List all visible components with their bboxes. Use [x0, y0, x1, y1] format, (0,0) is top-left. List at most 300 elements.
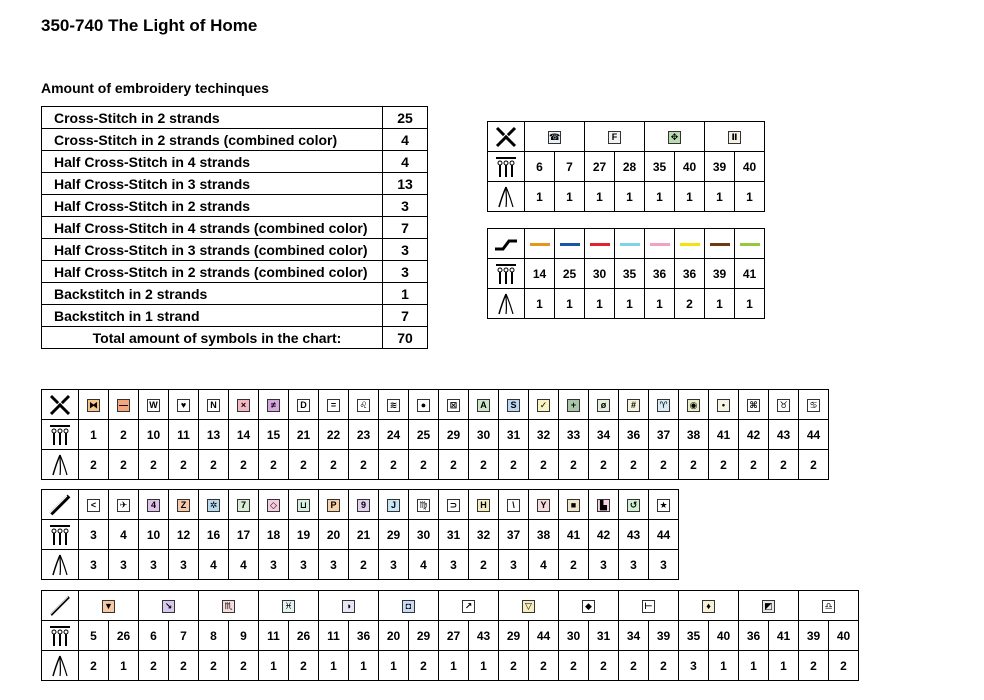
thread-number: 34 — [589, 420, 619, 450]
strand-count: 1 — [349, 651, 379, 681]
technique-count: 1 — [383, 283, 428, 305]
thread-number: 30 — [409, 520, 439, 550]
strand-count: 1 — [439, 651, 469, 681]
strand-count: 2 — [139, 450, 169, 480]
backstitch-color-cell — [525, 229, 555, 259]
thread-number: 1 — [79, 420, 109, 450]
strand-count: 1 — [705, 182, 735, 212]
technique-row — [42, 129, 428, 151]
thread-number: 11 — [169, 420, 199, 450]
strand-count: 1 — [555, 289, 585, 319]
symbol-cell — [379, 490, 409, 520]
threads-row — [42, 621, 859, 651]
thread-number: 18 — [259, 520, 289, 550]
strand-count: 4 — [529, 550, 559, 580]
thread-number: 39 — [799, 621, 829, 651]
stitch-symbol: Z — [177, 499, 190, 512]
technique-row — [42, 107, 428, 129]
stitch-symbol: # — [627, 399, 640, 412]
symbol-cell — [169, 490, 199, 520]
thread-number: 35 — [679, 621, 709, 651]
thread-number: 4 — [109, 520, 139, 550]
backstitch-color-swatch — [530, 243, 550, 246]
thread-number: 43 — [769, 420, 799, 450]
strand-count: 2 — [619, 450, 649, 480]
strand-count: 1 — [769, 651, 799, 681]
techniques-table — [41, 106, 428, 349]
thread-number: 16 — [199, 520, 229, 550]
technique-row — [42, 261, 428, 283]
thread-number: 37 — [649, 420, 679, 450]
thread-number: 21 — [289, 420, 319, 450]
strand-count: 3 — [109, 550, 139, 580]
thread-number: 44 — [529, 621, 559, 651]
total-row — [42, 327, 428, 349]
strand-count: 3 — [649, 550, 679, 580]
thread-number: 32 — [529, 420, 559, 450]
strand-count: 2 — [559, 550, 589, 580]
technique-label: Cross-Stitch in 2 strands (combined color) — [42, 129, 383, 151]
strand-count: 2 — [469, 550, 499, 580]
symbol-row — [42, 591, 859, 621]
strand-count: 1 — [615, 289, 645, 319]
stitch-symbol: ● — [417, 399, 430, 412]
symbol-cell — [319, 490, 349, 520]
thread-number: 27 — [585, 152, 615, 182]
thread-number: 36 — [739, 621, 769, 651]
symbol-cell — [379, 390, 409, 420]
thread-number: 37 — [499, 520, 529, 550]
symbol-cell — [79, 490, 109, 520]
thread-number: 28 — [615, 152, 645, 182]
symbol-cell — [109, 490, 139, 520]
thread-number: 29 — [439, 420, 469, 450]
strand-count: 2 — [499, 450, 529, 480]
thread-number: 40 — [735, 152, 765, 182]
symbol-cell — [229, 390, 259, 420]
stitch-symbol: — — [119, 399, 128, 410]
stitch-symbol: ✈ — [117, 499, 130, 512]
thread-number: 7 — [555, 152, 585, 182]
symbol-cell — [139, 591, 199, 621]
symbol-cell — [499, 490, 529, 520]
stitch-symbol: ø — [597, 399, 610, 412]
symbol-cell — [259, 390, 289, 420]
stitch-symbol: ≠ — [267, 399, 280, 412]
strand-count: 2 — [79, 450, 109, 480]
strand-count: 2 — [499, 651, 529, 681]
backstitch-color-cell — [555, 229, 585, 259]
strand-count: 2 — [289, 450, 319, 480]
backstitch-color-cell — [705, 229, 735, 259]
symbol-cell — [109, 390, 139, 420]
strand-count: 2 — [349, 450, 379, 480]
strand-count: 2 — [675, 289, 705, 319]
strand-count: 2 — [199, 651, 229, 681]
technique-count: 3 — [383, 195, 428, 217]
technique-label: Half Cross-Stitch in 4 strands (combined color) — [42, 217, 383, 239]
thread-number: 41 — [769, 621, 799, 651]
backstitch-color-swatch — [740, 243, 760, 246]
strand-count: 3 — [589, 550, 619, 580]
strand-count: 1 — [585, 182, 615, 212]
thread-number: 36 — [675, 259, 705, 289]
technique-count: 7 — [383, 305, 428, 327]
thread-number: 42 — [589, 520, 619, 550]
thread-number: 36 — [645, 259, 675, 289]
stitch-symbol: ◩ — [762, 600, 775, 613]
stitch-symbol: • — [717, 399, 730, 412]
half-cross-stitch-icon — [42, 490, 79, 520]
symbol-cell — [439, 490, 469, 520]
needle-icon — [488, 289, 525, 319]
thread-number: 14 — [525, 259, 555, 289]
backstitch-color-cell — [615, 229, 645, 259]
thread-number: 44 — [799, 420, 829, 450]
symbol-cell — [799, 390, 829, 420]
thread-number: 2 — [109, 420, 139, 450]
technique-count: 25 — [383, 107, 428, 129]
symbol-cell — [139, 390, 169, 420]
symbol-cell — [409, 490, 439, 520]
technique-row — [42, 283, 428, 305]
stitch-symbol: J — [387, 499, 400, 512]
thread-number: 26 — [109, 621, 139, 651]
technique-row — [42, 217, 428, 239]
backstitch-color-cell — [585, 229, 615, 259]
technique-row — [42, 195, 428, 217]
thread-number: 30 — [559, 621, 589, 651]
strand-count: 1 — [645, 182, 675, 212]
symbol-cell — [619, 490, 649, 520]
thread-number: 38 — [679, 420, 709, 450]
strand-count: 2 — [139, 651, 169, 681]
thread-number: 30 — [469, 420, 499, 450]
symbol-cell — [289, 490, 319, 520]
backstitch-color-swatch — [620, 243, 640, 246]
symbol-cell — [259, 490, 289, 520]
backstitch-color-swatch — [650, 243, 670, 246]
strand-count: 3 — [169, 550, 199, 580]
technique-label: Half Cross-Stitch in 3 strands (combined color) — [42, 239, 383, 261]
stitch-symbol: ✥ — [668, 131, 681, 144]
thread-number: 9 — [229, 621, 259, 651]
symbol-row — [488, 229, 765, 259]
symbol-cell — [645, 122, 705, 152]
thread-number: 14 — [229, 420, 259, 450]
stitch-symbol: × — [237, 399, 250, 412]
symbol-cell — [739, 591, 799, 621]
strand-count: 1 — [645, 289, 675, 319]
stitch-symbol: ◇ — [267, 499, 280, 512]
stitch-symbol: ⊠ — [447, 399, 460, 412]
thread-number: 20 — [319, 520, 349, 550]
thread-number: 5 — [79, 621, 109, 651]
thread-number: 24 — [379, 420, 409, 450]
technique-count: 4 — [383, 151, 428, 173]
threads-row — [42, 420, 829, 450]
strand-count: 2 — [349, 550, 379, 580]
strand-count: 2 — [739, 450, 769, 480]
strand-count: 4 — [199, 550, 229, 580]
thread-number: 26 — [289, 621, 319, 651]
stitch-symbol: ■ — [567, 499, 580, 512]
strand-count: 2 — [379, 450, 409, 480]
strand-count: 1 — [615, 182, 645, 212]
thread-number: 39 — [705, 152, 735, 182]
stitch-symbol: A — [477, 399, 490, 412]
stitch-symbol: \ — [507, 499, 520, 512]
technique-label: Half Cross-Stitch in 2 strands — [42, 195, 383, 217]
thread-number: 42 — [739, 420, 769, 450]
thread-number: 41 — [735, 259, 765, 289]
technique-row — [42, 173, 428, 195]
technique-label: Cross-Stitch in 2 strands — [42, 107, 383, 129]
strands-row — [488, 289, 765, 319]
strand-count: 1 — [735, 289, 765, 319]
thread-number: 12 — [169, 520, 199, 550]
strand-count: 2 — [289, 651, 319, 681]
strand-count: 1 — [705, 289, 735, 319]
thread-number: 11 — [259, 621, 289, 651]
strand-count: 2 — [319, 450, 349, 480]
strand-count: 2 — [79, 651, 109, 681]
thread-number: 43 — [469, 621, 499, 651]
thread-number: 6 — [525, 152, 555, 182]
technique-count: 13 — [383, 173, 428, 195]
stitch-symbol: 4 — [147, 499, 160, 512]
thread-number: 10 — [139, 520, 169, 550]
thread-icon — [488, 152, 525, 182]
strand-count: 2 — [439, 450, 469, 480]
symbol-cell — [529, 390, 559, 420]
thread-number: 25 — [409, 420, 439, 450]
cross-stitch-icon — [42, 390, 79, 420]
stitch-symbol: ▽ — [522, 600, 535, 613]
strand-count: 2 — [829, 651, 859, 681]
total-count: 70 — [383, 327, 428, 349]
strand-count: 2 — [559, 651, 589, 681]
stitch-symbol: ♌ — [357, 399, 370, 412]
stitch-symbol: N — [207, 399, 220, 412]
threads-row — [488, 259, 765, 289]
backstitch-color-swatch — [710, 243, 730, 246]
thread-number: 40 — [829, 621, 859, 651]
stitch-symbol: ◉ — [687, 399, 700, 412]
thread-number: 34 — [619, 621, 649, 651]
technique-count: 4 — [383, 129, 428, 151]
symbol-cell — [499, 591, 559, 621]
technique-count: 3 — [383, 239, 428, 261]
half-cross-stitch-combined-key — [41, 590, 859, 681]
strand-count: 3 — [289, 550, 319, 580]
thread-number: 39 — [705, 259, 735, 289]
stitch-symbol: ★ — [657, 499, 670, 512]
symbol-cell — [469, 490, 499, 520]
backstitch-color-swatch — [590, 243, 610, 246]
symbol-cell — [799, 591, 859, 621]
technique-count: 3 — [383, 261, 428, 283]
backstitch-icon — [488, 229, 525, 259]
thread-number: 29 — [499, 621, 529, 651]
strand-count: 1 — [109, 651, 139, 681]
symbol-cell — [169, 390, 199, 420]
stitch-symbol: ⊃ — [447, 499, 460, 512]
thread-number: 38 — [529, 520, 559, 550]
stitch-symbol: ♥ — [177, 399, 190, 412]
strand-count: 1 — [525, 289, 555, 319]
strand-count: 2 — [259, 450, 289, 480]
strand-count: 2 — [559, 450, 589, 480]
strand-count: 2 — [589, 450, 619, 480]
stitch-symbol: ♎ — [822, 600, 835, 613]
symbol-cell — [709, 390, 739, 420]
stitch-symbol: < — [87, 499, 100, 512]
strands-row — [488, 182, 765, 212]
strand-count: 1 — [555, 182, 585, 212]
technique-label: Backstitch in 2 strands — [42, 283, 383, 305]
stitch-symbol: ♏ — [222, 600, 235, 613]
strand-count: 1 — [525, 182, 555, 212]
stitch-symbol: W — [147, 399, 160, 412]
strand-count: 2 — [529, 450, 559, 480]
strand-count: 1 — [735, 182, 765, 212]
strand-count: 3 — [319, 550, 349, 580]
strand-count: 2 — [199, 450, 229, 480]
technique-label: Half Cross-Stitch in 3 strands — [42, 173, 383, 195]
thread-number: 8 — [199, 621, 229, 651]
strand-count: 3 — [499, 550, 529, 580]
thread-number: 3 — [79, 520, 109, 550]
symbol-cell — [469, 390, 499, 420]
symbol-cell — [139, 490, 169, 520]
symbol-cell — [229, 490, 259, 520]
stitch-symbol: ⊔ — [297, 499, 310, 512]
strand-count: 3 — [619, 550, 649, 580]
backstitch-color-cell — [735, 229, 765, 259]
strand-count: 2 — [799, 651, 829, 681]
strand-count: 2 — [769, 450, 799, 480]
thread-number: 15 — [259, 420, 289, 450]
stitch-symbol: Ⅱ — [728, 131, 741, 144]
thread-icon — [42, 621, 79, 651]
thread-number: 41 — [709, 420, 739, 450]
backstitch-color-swatch — [680, 243, 700, 246]
thread-number: 22 — [319, 420, 349, 450]
stitch-symbol: H — [477, 499, 490, 512]
strand-count: 1 — [259, 651, 289, 681]
symbol-cell — [619, 591, 679, 621]
symbol-cell — [319, 390, 349, 420]
stitch-symbol: ◆ — [582, 600, 595, 613]
thread-icon — [42, 520, 79, 550]
stitch-symbol: 7 — [237, 499, 250, 512]
symbol-cell — [289, 390, 319, 420]
stitch-symbol: ♉ — [777, 399, 790, 412]
symbol-cell — [379, 591, 439, 621]
symbol-cell — [589, 490, 619, 520]
thread-number: 19 — [289, 520, 319, 550]
symbol-cell — [589, 390, 619, 420]
strand-count: 1 — [379, 651, 409, 681]
thread-number: 41 — [559, 520, 589, 550]
symbol-cell — [649, 390, 679, 420]
symbol-cell — [349, 490, 379, 520]
strand-count: 2 — [169, 651, 199, 681]
backstitch-color-cell — [675, 229, 705, 259]
needle-icon — [42, 651, 79, 681]
thread-number: 40 — [675, 152, 705, 182]
strand-count: 2 — [409, 651, 439, 681]
strands-row — [42, 550, 679, 580]
thread-number: 31 — [589, 621, 619, 651]
stitch-symbol: ⊢ — [642, 600, 655, 613]
stitch-symbol: ⌘ — [747, 399, 760, 412]
symbol-cell — [199, 490, 229, 520]
thread-number: 35 — [645, 152, 675, 182]
strand-count: 2 — [799, 450, 829, 480]
technique-label: Half Cross-Stitch in 4 strands — [42, 151, 383, 173]
symbol-cell — [525, 122, 585, 152]
symbol-cell — [199, 591, 259, 621]
thread-icon — [42, 420, 79, 450]
strand-count: 1 — [469, 651, 499, 681]
combined-cross-stitch-key — [487, 121, 765, 212]
strand-count: 1 — [709, 651, 739, 681]
symbol-cell — [439, 390, 469, 420]
thread-number: 29 — [409, 621, 439, 651]
strand-count: 1 — [585, 289, 615, 319]
symbol-cell — [559, 390, 589, 420]
strand-count: 2 — [679, 450, 709, 480]
thread-number: 6 — [139, 621, 169, 651]
strands-row — [42, 651, 859, 681]
symbol-cell — [739, 390, 769, 420]
strand-count: 2 — [529, 651, 559, 681]
strand-count: 2 — [469, 450, 499, 480]
stitch-symbol: ⧓ — [89, 399, 98, 410]
thread-number: 44 — [649, 520, 679, 550]
symbol-cell — [439, 591, 499, 621]
symbol-cell — [319, 591, 379, 621]
symbol-row — [488, 122, 765, 152]
technique-row — [42, 239, 428, 261]
symbol-cell — [679, 591, 739, 621]
stitch-symbol: ♓ — [282, 600, 295, 613]
thread-number: 32 — [469, 520, 499, 550]
stitch-symbol: ▙ — [597, 499, 610, 512]
page-title: 350-740 The Light of Home — [41, 16, 258, 35]
strand-count: 1 — [319, 651, 349, 681]
threads-row — [42, 520, 679, 550]
stitch-symbol: = — [327, 399, 340, 412]
strand-count: 2 — [409, 450, 439, 480]
half-cross-stitch-thin-icon — [42, 591, 79, 621]
strand-count: 2 — [229, 450, 259, 480]
strand-count: 2 — [649, 450, 679, 480]
stitch-symbol: ◘ — [402, 600, 415, 613]
stitch-symbol: ≋ — [387, 399, 400, 412]
total-label: Total amount of symbols in the chart: — [42, 327, 383, 349]
cross-stitch-key — [41, 389, 829, 480]
stitch-symbol: 9 — [357, 499, 370, 512]
symbol-cell — [559, 490, 589, 520]
thread-number: 43 — [619, 520, 649, 550]
strand-count: 3 — [79, 550, 109, 580]
stitch-symbol: Y — [537, 499, 550, 512]
strand-count: 4 — [409, 550, 439, 580]
half-cross-stitch-key — [41, 489, 679, 580]
